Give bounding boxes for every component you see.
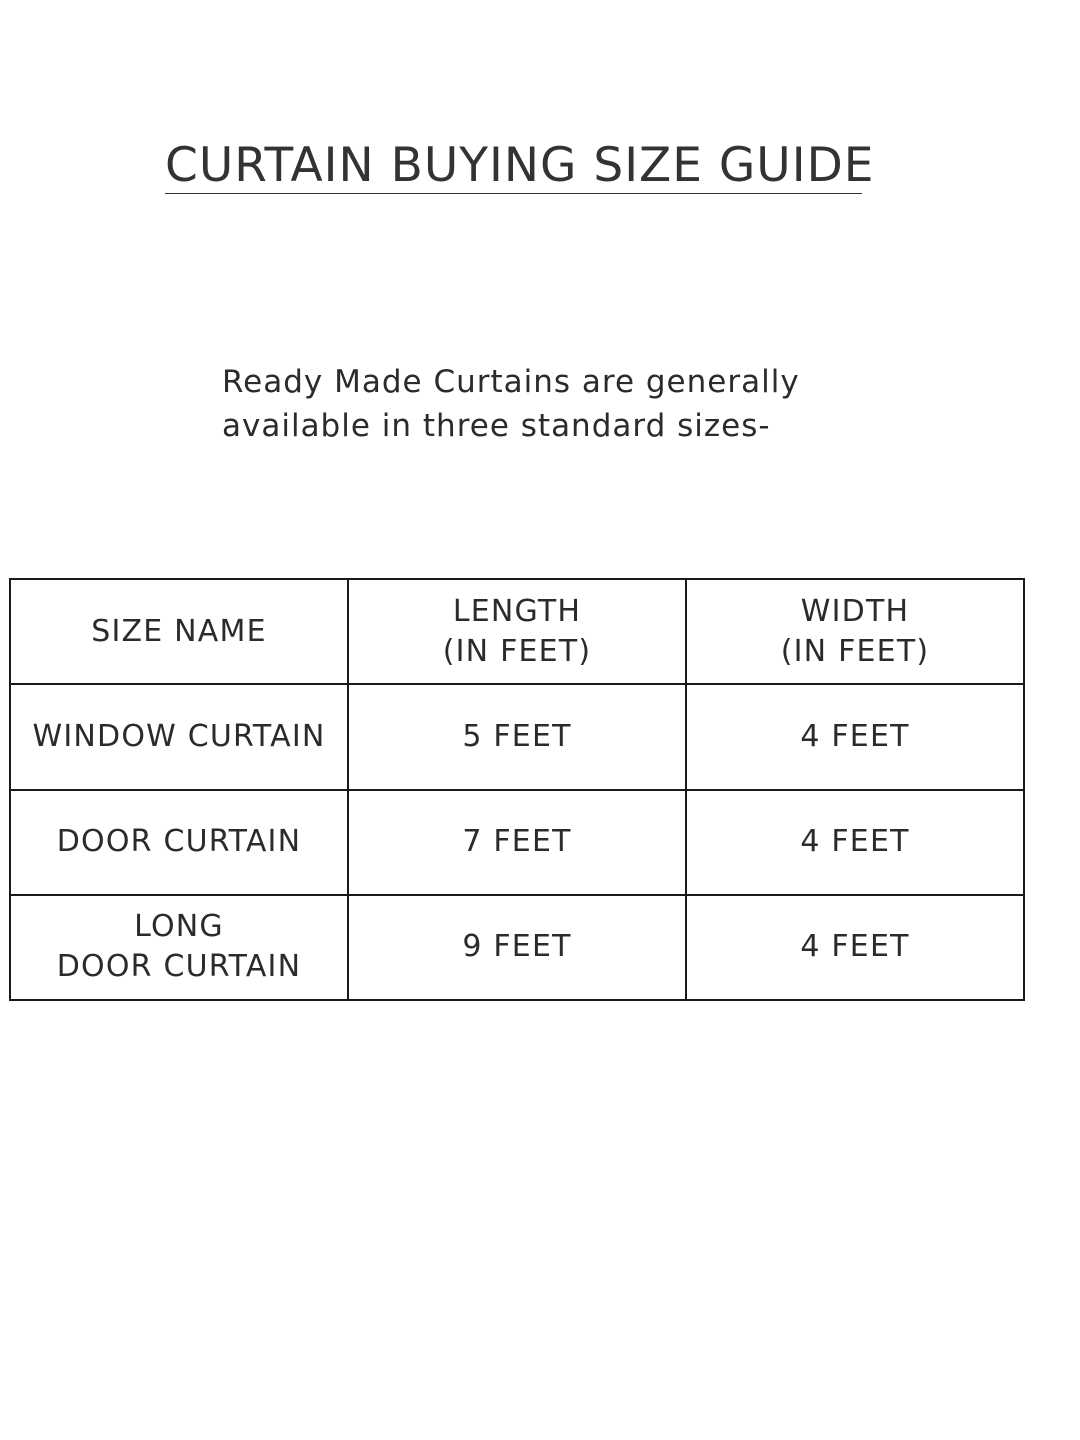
header-size-name <box>10 579 348 684</box>
intro-line-1: Ready Made Curtains are generally <box>222 364 800 400</box>
intro-text <box>222 360 862 448</box>
cell-size-name <box>10 684 348 789</box>
cell-width: 4 FEET <box>686 790 1024 895</box>
table-row <box>10 790 1024 895</box>
cell-size-name <box>10 790 348 895</box>
header-label: SIZE NAME <box>91 613 267 649</box>
header-length <box>348 579 686 684</box>
size-name-text: LONG <box>134 909 224 945</box>
cell-length: 9 FEET <box>348 895 686 1000</box>
header-label: WIDTH <box>800 593 910 629</box>
cell-size-name <box>10 895 348 1000</box>
header-width <box>686 579 1024 684</box>
size-table <box>9 578 1025 1001</box>
size-name-text: WINDOW CURTAIN <box>32 718 326 754</box>
cell-length: 5 FEET <box>348 684 686 789</box>
size-name-text: DOOR CURTAIN <box>56 824 302 860</box>
header-label: LENGTH <box>452 593 582 629</box>
page-title: CURTAIN BUYING SIZE GUIDE <box>165 138 875 193</box>
header-unit: (IN FEET) <box>780 633 930 669</box>
cell-width: 4 FEET <box>686 684 1024 789</box>
cell-width: 4 FEET <box>686 895 1024 1000</box>
table-header-row <box>10 579 1024 684</box>
size-name-text: DOOR CURTAIN <box>56 949 302 985</box>
header-unit: (IN FEET) <box>442 633 592 669</box>
intro-line-2: available in three standard sizes- <box>222 408 771 444</box>
table-row <box>10 684 1024 789</box>
cell-length: 7 FEET <box>348 790 686 895</box>
table-row <box>10 895 1024 1000</box>
